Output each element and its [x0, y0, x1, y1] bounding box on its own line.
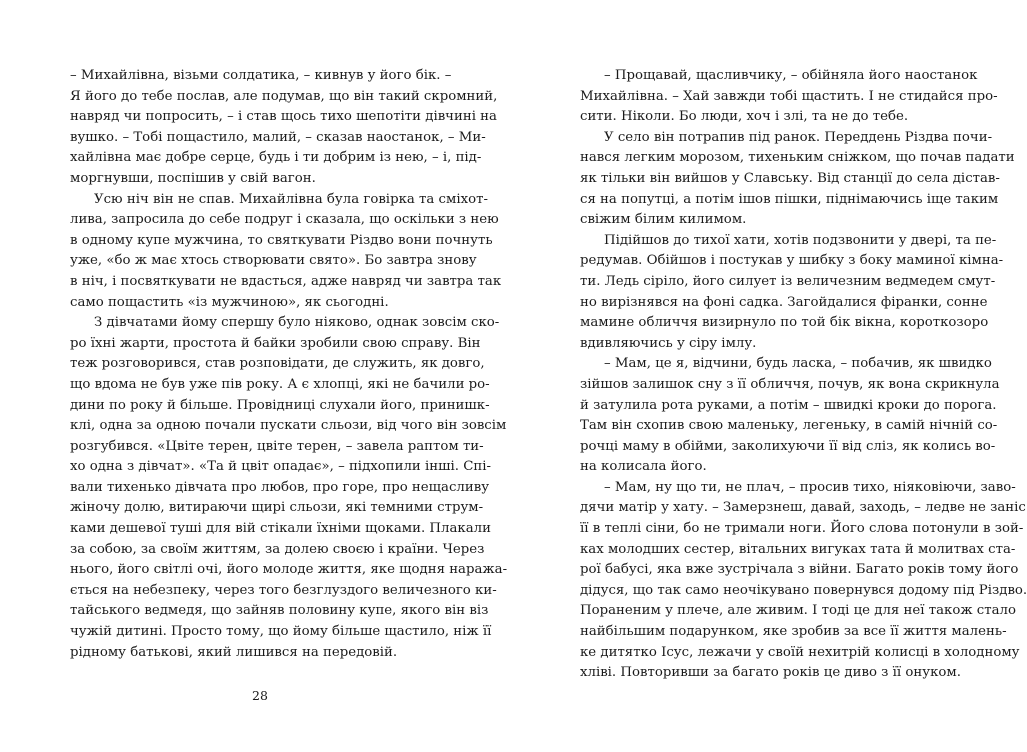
text-line: дини по року й більше. Провідниці слухали його, принишк-: [70, 397, 490, 413]
text-line: хліві. Повторивши за багато років це диво з її онуком.: [580, 665, 961, 681]
text-line: нався легким морозом, тихеньким сніжком, що почав падати: [580, 150, 1015, 166]
text-line: ється на небезпеку, через того безглуздого величезного ки-: [70, 582, 497, 598]
text-line: – Мам, це я, відчини, будь ласка, – побачив, як швидко: [604, 356, 992, 372]
text-line: У село він потрапив під ранок. Переддень Різдва почи-: [604, 129, 993, 145]
text-line: редумав. Обійшов і постукав у шибку з боку маминої кімна-: [580, 253, 1004, 269]
text-line: її в теплі сіни, бо не тримали ноги. Його слова потонули в зой-: [580, 521, 1024, 537]
text-line: само пощастить «із мужчиною», як сьогодні.: [70, 294, 389, 310]
text-line: в ніч, і посвяткувати не вдасться, адже навряд чи завтра так: [70, 273, 502, 289]
text-line: як тільки він вийшов у Славську. Від станції до села дістав-: [580, 170, 1000, 186]
text-line: – Прощавай, щасливчику, – обійняла його наостанок: [604, 68, 978, 83]
text-line: ках молодших сестер, вітальних вигуках тата й молитвах ста-: [580, 541, 1016, 557]
text-line: зійшов залишок сну з її обличчя, почув, як вона скрикнула: [580, 376, 1000, 392]
text-line: на колисала його.: [580, 459, 707, 475]
text-line: рідному батькові, який лишився на передовій.: [70, 644, 398, 660]
text-line: З дівчатами йому спершу було ніяково, однак зовсім ско-: [94, 315, 500, 331]
text-line: ками дешевої туші для вій стікали їхніми щоками. Плакали: [70, 521, 491, 537]
text-line: ке дитятко Ісус, лежачи у своїй нехитрій колисці в холодному: [580, 644, 1020, 660]
text-line: в одному купе мужчина, то святкувати Різдво вони почнуть: [70, 232, 493, 248]
text-line: Пораненим у плече, але живим. І тоді це для неї також стало: [580, 603, 1016, 619]
text-line: навряд чи попросить, – і став щось тихо шепотіти дівчині на: [70, 109, 497, 125]
text-line: теж розговорився, став розповідати, де служить, як довго,: [70, 356, 485, 372]
text-line: свіжим білим килимом.: [580, 212, 747, 228]
text-line: жіночу долю, витираючи щирі сльози, які темними струм-: [70, 500, 484, 516]
text-line: Усю ніч він не спав. Михайлівна була говірка та сміхот-: [94, 191, 488, 207]
text-line: рої бабусі, яка вже зустрічала з війни. Багато років тому його: [580, 562, 1019, 578]
text-line: найбільшим подарунком, яке зробив за все її життя малень-: [580, 624, 1007, 640]
text-line: моргнувши, поспішив у свій вагон.: [70, 170, 316, 186]
text-line: но вирізнявся на фоні садка. Загойдалися фіранки, сонне: [580, 294, 988, 310]
text-line: чужій дитині. Просто тому, що йому більше щастило, ніж її: [70, 624, 492, 640]
text-line: нього, його світлі очі, його молоде життя, яке щодня наража-: [70, 562, 508, 578]
text-line: розгубився. «Цвіте терен, цвіте терен, – завела раптом ти-: [70, 438, 484, 454]
text-line: уже, «бо ж має хтось створювати свято». Бо завтра знову: [70, 253, 477, 269]
text-line: дячи матір у хату. – Замерзнеш, давай, заходь, – ледве не заніс: [580, 500, 1026, 516]
text-line: тайського ведмедя, що зайняв половину купе, якого він віз: [70, 603, 489, 619]
text-line: за собою, за своїм життям, за долею своєю і країни. Через: [70, 541, 485, 557]
text-line: сити. Ніколи. Бо люди, хоч і злі, та не до тебе.: [580, 109, 909, 125]
text-line: ся на попутці, а потім ішов пішки, піднімаючись іще таким: [580, 191, 999, 207]
text-line: Михайлівна. – Хай завжди тобі щастить. І не стидайся про-: [580, 88, 998, 104]
text-line: вушко. – Тобі пощастило, малий, – сказав наостанок, – Ми-: [70, 129, 486, 145]
text-line: хо одна з дівчат». «Та й цвіт опадає», – підхопили інші. Спі-: [70, 459, 491, 475]
text-line: клі, одна за одною почали пускати сльози, від чого він зовсім: [70, 418, 507, 434]
text-line: й затулила рота руками, а потім – швидкі кроки до порога.: [580, 397, 997, 413]
text-line: Там він схопив свою маленьку, легеньку, в самій нічній со-: [580, 418, 998, 434]
text-line: – Мам, ну що ти, не плач, – просив тихо, ніяковіючи, заво-: [604, 479, 1016, 495]
text-line: Я його до тебе послав, але подумав, що він такий скромний,: [70, 88, 498, 104]
text-line: хайлівна має добре серце, будь і ти добрим із нею, – і, під-: [70, 150, 482, 166]
text-line: лива, запросила до себе подруг і сказала, що оскільки з нею: [70, 212, 499, 228]
text-line: Підійшов до тихої хати, хотів подзвонити у двері, та пе-: [604, 232, 997, 248]
text-line: вдивляючись у сіру імлу.: [580, 335, 757, 351]
text-line: ти. Ледь сіріло, його силует із величезним ведмедем смут-: [580, 273, 996, 289]
text-line: дідуся, що так само неочікувано повернувся додому під Різдво.: [580, 582, 1027, 598]
text-line: мамине обличчя визирнуло по той бік вікна, короткозоро: [580, 315, 989, 331]
text-line: що вдома не був уже пів року. А є хлопці, які не бачили ро-: [70, 376, 490, 392]
left-page-text: [70, 66, 508, 663]
right-page-text: [580, 66, 1027, 684]
page-number: 28: [252, 688, 268, 703]
text-line: рочці маму в обійми, заколихуючи її від сліз, як колись во-: [580, 438, 996, 454]
text-line: ро їхні жарти, простота й байки зробили свою справу. Він: [70, 335, 481, 351]
text-line: вали тихенько дівчата про любов, про горе, про нещасливу: [70, 479, 490, 495]
text-line: – Михайлівна, візьми солдатика, – кивнув у його бік. –: [70, 68, 452, 83]
